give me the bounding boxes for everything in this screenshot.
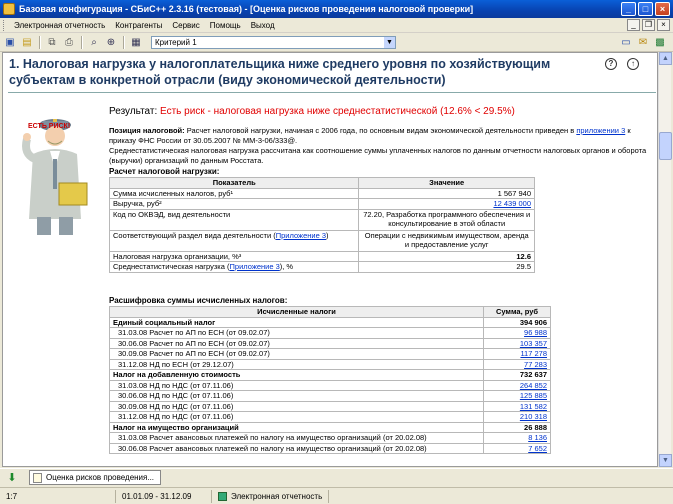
row-label: Выручка, руб² <box>110 199 359 210</box>
tax-item-sum-link[interactable]: 131 582 <box>519 401 547 411</box>
row-label-text: ), % <box>279 262 294 271</box>
search-icon[interactable]: ⌕ <box>91 37 97 48</box>
table-row <box>110 328 551 339</box>
tax-item-name: 30.09.08 НД по НДС (от 07.11.06) <box>110 401 484 412</box>
toolbar <box>0 34 673 52</box>
filter-icon[interactable]: ▦ <box>131 37 141 48</box>
document-icon[interactable]: ▭ <box>621 37 631 48</box>
mail-icon[interactable]: ✉ <box>638 37 648 48</box>
table-row <box>110 199 535 210</box>
tax-item-name: 30.06.08 Расчет авансовых платежей по налогу на имущество организаций (от 20.02.08) <box>110 443 484 454</box>
report-view <box>2 52 658 467</box>
tax-position-text <box>109 126 649 166</box>
menu-contractors[interactable]: Контрагенты <box>115 20 163 30</box>
status-mode-label: Электронная отчетность <box>231 491 323 501</box>
row-label: Код по ОКВЭД, вид деятельности <box>110 209 359 230</box>
position-text-part3: Среднестатистическая налоговая нагрузка рассчитана как соотношение суммы уплаченных налогов по данным отчетности налоговых органов и оборота (выручки) организаций по данным Росстата. <box>109 146 647 165</box>
position-label: Позиция налоговой: <box>109 126 185 135</box>
save-icon[interactable]: ▣ <box>5 37 15 48</box>
table-row <box>110 188 535 199</box>
close-button[interactable]: × <box>655 2 670 16</box>
table-row <box>110 433 551 444</box>
table-row <box>110 262 535 273</box>
page-title: 1. Налоговая нагрузка у налогоплательщика ниже среднего уровня по хозяйствующим субъектам в конкретной отрасли (виду экономической деятельности) <box>9 57 551 87</box>
menu-electronic-reporting[interactable]: Электронная отчетность <box>14 20 106 30</box>
row-label: Сумма исчисленных налогов, руб¹ <box>110 188 359 199</box>
tax-group-row <box>110 370 551 381</box>
row-label-text: Соответствующий раздел вида деятельности ( <box>113 230 276 240</box>
mdi-close-button[interactable]: × <box>657 19 670 31</box>
table-row <box>110 349 551 360</box>
table-row <box>110 359 551 370</box>
revenue-link[interactable]: 12 439 000 <box>493 199 531 208</box>
tax-group-name: Единый социальный налог <box>110 317 484 328</box>
table-row <box>110 209 535 230</box>
electronic-reporting-icon <box>218 492 227 501</box>
app-icon <box>3 3 15 15</box>
status-bar <box>0 487 673 504</box>
up-arrow-icon[interactable]: ↑ <box>627 58 639 70</box>
excel-icon[interactable]: ▩ <box>655 37 665 48</box>
col-sum-header: Сумма, руб <box>484 307 551 318</box>
tax-group-name: Налог на имущество организаций <box>110 422 484 433</box>
status-mode <box>212 490 329 503</box>
position-text-part1: Расчет налоговой нагрузки, начиная с 2006 года, по основным видам экономической деятельности приведен в <box>184 126 577 135</box>
criterion-select[interactable] <box>151 36 396 49</box>
tax-item-name: 31.12.08 НД по ЕСН (от 29.12.07) <box>110 359 484 370</box>
calc-table-title: Расчет налоговой нагрузки: <box>109 167 220 176</box>
table-row <box>110 338 551 349</box>
tax-item-name: 30.06.08 НД по НДС (от 07.11.06) <box>110 391 484 402</box>
vertical-scrollbar[interactable] <box>658 52 671 467</box>
result-line <box>109 106 515 117</box>
result-label: Результат: <box>109 106 161 117</box>
position-text-part2: к приказу ФНС России от 30.05.2007 № ММ-3-06/333@. <box>109 126 631 145</box>
chevron-down-icon[interactable]: ▼ <box>384 37 395 48</box>
row-label: Налоговая нагрузка организации, %³ <box>110 251 359 262</box>
appendix-3-link[interactable]: Приложение 3 <box>275 230 326 240</box>
row-label-text: Среднестатистическая нагрузка ( <box>113 262 230 271</box>
scroll-down-icon[interactable]: ▼ <box>659 454 672 467</box>
zoom-icon[interactable]: ⊕ <box>106 37 116 48</box>
scroll-up-icon[interactable]: ▲ <box>659 52 672 65</box>
tax-item-sum-link[interactable]: 103 357 <box>519 338 547 348</box>
copy-icon[interactable]: ⧉ <box>48 37 56 48</box>
tax-item-name: 30.09.08 Расчет по АП по ЕСН (от 09.02.07) <box>110 349 484 360</box>
minimize-button[interactable]: _ <box>621 2 636 16</box>
tax-item-sum-link[interactable]: 96 988 <box>524 328 547 338</box>
tax-item-name: 31.03.08 НД по НДС (от 07.11.06) <box>110 380 484 391</box>
risk-badge: ЕСТЬ РИСК! <box>28 123 71 130</box>
table-row <box>110 391 551 402</box>
tax-item-sum-link[interactable]: 117 278 <box>520 349 547 359</box>
taxes-breakdown-table <box>109 306 551 454</box>
mdi-minimize-button[interactable]: _ <box>627 19 640 31</box>
appendix-3-link[interactable]: приложении 3 <box>576 126 626 135</box>
status-position: 1:7 <box>0 490 116 503</box>
help-icon[interactable]: ? <box>605 58 617 70</box>
table-row <box>110 412 551 423</box>
maximize-button[interactable]: □ <box>638 2 653 16</box>
menu-service[interactable]: Сервис <box>172 20 200 30</box>
row-label <box>110 262 359 273</box>
tax-item-sum-link[interactable]: 8 136 <box>528 433 547 443</box>
tax-item-sum-link[interactable]: 77 283 <box>524 359 547 369</box>
tax-group-row <box>110 317 551 328</box>
col-value-header: Значение <box>359 178 535 189</box>
appendix-3-link[interactable]: Приложение 3 <box>229 262 280 271</box>
tab-risk-assessment-label: Оценка рисков проведения... <box>46 473 155 482</box>
tax-item-name: 31.03.08 Расчет авансовых платежей по налогу на имущество организаций (от 20.02.08) <box>110 433 484 444</box>
menu-help[interactable]: Помощь <box>209 20 241 30</box>
tax-group-total: 394 906 <box>484 317 551 328</box>
tax-item-sum-link[interactable]: 125 885 <box>519 391 547 401</box>
row-value: 29.5 <box>359 262 535 273</box>
download-arrow-icon[interactable]: ⬇ <box>7 472 17 484</box>
row-value: 72.20, Разработка программного обеспечения и консультирование в этой области <box>359 209 535 230</box>
scroll-thumb[interactable] <box>659 132 672 160</box>
table-row <box>110 401 551 412</box>
heading-divider <box>8 92 656 93</box>
taxes-table-title: Расшифровка суммы исчисленных налогов: <box>109 296 288 305</box>
tax-group-total: 26 888 <box>484 422 551 433</box>
tax-burden-table <box>109 177 535 273</box>
table-row <box>110 230 535 251</box>
tab-risk-assessment[interactable] <box>29 470 161 485</box>
row-label-text: ) <box>326 230 329 240</box>
col-indicator-header: Показатель <box>110 178 359 189</box>
menu-bar <box>0 18 673 33</box>
tax-group-row <box>110 422 551 433</box>
tax-item-sum-link[interactable]: 7 652 <box>528 443 547 453</box>
criterion-value: Критерий 1 <box>155 38 197 47</box>
mdi-restore-button[interactable]: ❐ <box>642 19 655 31</box>
tax-item-sum-link[interactable]: 264 852 <box>519 380 547 390</box>
table-row <box>110 251 535 262</box>
window-title-bar <box>0 0 673 18</box>
result-value: Есть риск - налоговая нагрузка ниже среднестатистической (12.6% < 29.5%) <box>160 106 515 117</box>
col-taxes-header: Исчисленные налоги <box>110 307 484 318</box>
row-value: 12.6 <box>359 251 535 262</box>
document-icon <box>33 473 42 483</box>
open-icon[interactable]: ▤ <box>22 37 32 48</box>
print-icon[interactable]: ⎙ <box>65 37 73 48</box>
status-period: 01.01.09 - 31.12.09 <box>116 490 212 503</box>
table-row <box>110 380 551 391</box>
tax-group-total: 732 637 <box>484 370 551 381</box>
window-title: Базовая конфигурация - СБиС++ 2.3.16 (тестовая) - [Оценка рисков проведения налоговой проверки] <box>19 4 474 14</box>
window-tabs-bar <box>0 468 673 486</box>
menu-exit[interactable]: Выход <box>250 20 275 30</box>
row-value: Операции с недвижимым имуществом, аренда и предоставление услуг <box>359 230 535 251</box>
tax-item-name: 31.12.08 НД по НДС (от 07.11.06) <box>110 412 484 423</box>
row-label <box>110 230 359 251</box>
tax-group-name: Налог на добавленную стоимость <box>110 370 484 381</box>
row-value: 1 567 940 <box>359 188 535 199</box>
tax-item-sum-link[interactable]: 210 318 <box>519 412 547 422</box>
table-row <box>110 443 551 454</box>
tax-item-name: 31.03.08 Расчет по АП по ЕСН (от 09.02.07) <box>110 328 484 339</box>
menu-grip <box>3 20 6 31</box>
tax-item-name: 30.06.08 Расчет по АП по ЕСН (от 09.02.07) <box>110 338 484 349</box>
